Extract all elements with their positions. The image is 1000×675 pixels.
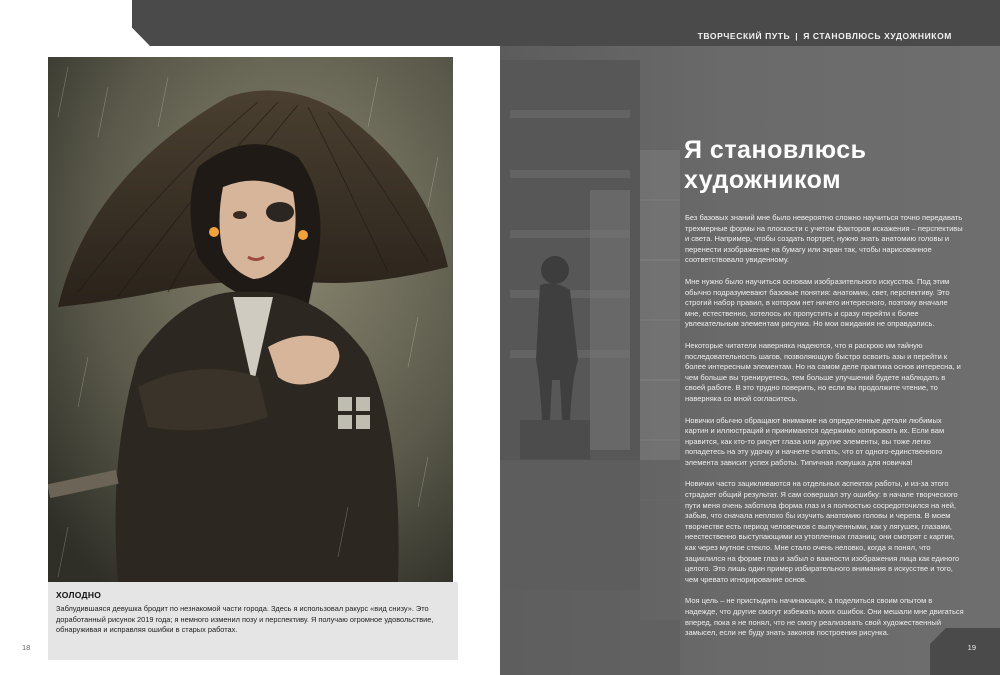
header-chapter: Я СТАНОВЛЮСЬ ХУДОЖНИКОМ	[803, 31, 952, 41]
header-section: ТВОРЧЕСКИЙ ПУТЬ	[697, 31, 791, 41]
paragraph: Новички часто зацикливаются на отдельных аспектах работы, и из-за этого страдает общий результат. Я сам совершал эту ошибку: в начале творческого пути меня очень заботила форма глаз и я полностью сосредоточился на ней, забыв, что сначала неплохо бы изучить анатомию головы и черепа. В моем творчестве есть период человечков с выпученными, как у лягушек, глазами, неестественно выступающими из утопленных глазниц; они смотрят с картин, как через мутное стекло. Мне стало очень неловко, когда я понял, что зациклился на форме глаз и забыл о важности изображения лица как единого целого. Это лишь один пример избирательного внимания в искусстве и того, чем чревато игнорирование основ.	[685, 479, 960, 584]
title-line-2: художником	[684, 166, 842, 194]
article-body	[685, 213, 965, 650]
page-number-left: 18	[22, 643, 31, 652]
running-header	[698, 31, 952, 41]
paragraph: Мне нужно было научиться основам изобразительного искусства. Под этим обычно подразумевают базовые понятия: анатомию, свет, перспективу. Это строгий набор правил, в котором нет ничего интересного, поэтому вначале мне, естественно, хотелось их пропустить и сразу перейти к более увлекательным элементам рисунка. Но мои ожидания не оправдались.	[685, 276, 950, 329]
paragraph: Моя цель – не пристыдить начинающих, а поделиться своим опытом в надежде, что другие смогут избежать моих ошибок. Они мешали мне двигаться вперед, пока я не понял, что не смогу реализовать свой художественный замысел, если не буду знать законов построения рисунка.	[685, 596, 964, 638]
title-line-1: Я становлюсь	[684, 136, 867, 164]
paragraph: Без базовых знаний мне было невероятно сложно научиться точно передавать трехмерные формы на плоскости с учетом факторов искажения – перспективы и света. Например, чтобы создать портрет, нужно знать анатомию головы и перенести изображение на бумагу или экран так, чтобы нарисованное соответствовало увиденному.	[685, 213, 963, 265]
paragraph: Некоторые читатели наверняка надеются, что я раскрою им тайную последовательность шагов, позволяющую быстро освоить азы и перейти к более интересным элементам. Но на самом деле практика основ интересна, и чем больше вы тренируетесь, тем больше улучшений будете наблюдать в своей работе. В это трудно поверить, но если вы продолжите чтение, то наверняка со мной согласитесь.	[685, 340, 961, 403]
caption-title: ХОЛОДНО	[56, 590, 102, 600]
header-separator: |	[795, 31, 799, 41]
artwork-image	[48, 57, 453, 582]
caption-text: Заблудившаяся девушка бродит по незнакомой части города. Здесь я использовал ракурс «вид снизу». Это доработанный рисунок 2019 года; я немного изменил позу и перспективу. Я получаю огромное удовольствие, обнаруживая и исправляя ошибки в старых работах.	[56, 604, 434, 634]
page-number-right: 19	[967, 643, 976, 652]
page-title	[684, 135, 867, 195]
right-page	[500, 0, 1000, 675]
paragraph: Новички обычно обращают внимание на определенные детали любимых картин и иллюстраций и принимаются одержимо копировать их. Если вам нравится, как кто-то рисует глаза или другие элементы, вы тоже легко попадетесь на эту удочку и начнете считать, что от одного-единственного элемента зависит успех работы. Типичная ловушка для новичка!	[685, 415, 945, 467]
